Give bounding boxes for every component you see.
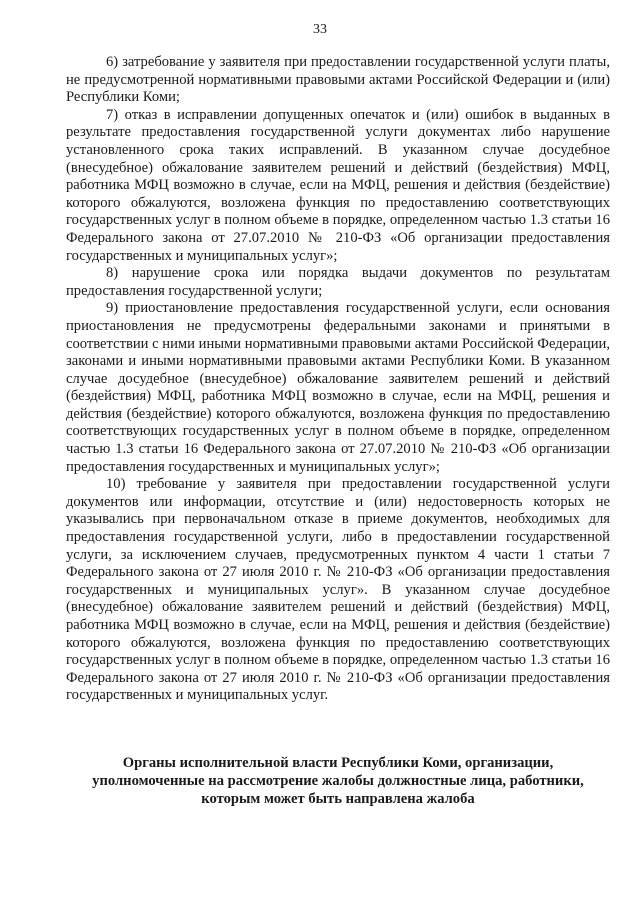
section-heading-line: которым может быть направлена жалоба bbox=[201, 791, 475, 807]
section-heading bbox=[66, 754, 610, 808]
paragraph-item-10: 10) требование у заявителя при предоставлении государственной услуги документов или информации, отсутствие и (или) недостоверность которых не указывались при первоначальном отказе в приеме документов, необходимых для предоставления государственной услуги, либо в предоставлении государственной услуги, за исключением случаев, предусмотренных пунктом 4 части 1 статьи 7 Федерального закона от 27 июля 2010 г. № 210-ФЗ «Об организации предоставления государственных и муниципальных услуг». В указанном случае досудебное (внесудебное) обжалование заявителем решений и действий (бездействия) МФЦ, работника МФЦ возможно в случае, если на МФЦ, решения и действия (бездействие) которого обжалуются, возложена функция по предоставлению соответствующих государственных услуг в полном объеме в порядке, определенном частью 1.3 статьи 16 Федерального закона от 27 июля 2010 г. № 210-ФЗ «Об организации предоставления государственных и муниципальных услуг. bbox=[66, 476, 610, 704]
document-body bbox=[66, 54, 610, 705]
paragraph-item-7: 7) отказ в исправлении допущенных опечаток и (или) ошибок в выданных в результате предоставления государственной услуги документах либо нарушение установленного срока таких исправлений. В указанном случае досудебное (внесудебное) обжалование заявителем решений и действий (бездействия) МФЦ, работника МФЦ возможно в случае, если на МФЦ, решения и действия (бездействие) которого обжалуются, возложена функция по предоставлению соответствующих государственных услуг в полном объеме в порядке, определенном частью 1.3 статьи 16 Федерального закона от 27.07.2010 № 210-ФЗ «Об организации предоставления государственных и муниципальных услуг»; bbox=[66, 106, 610, 264]
paragraph-item-6: 6) затребование у заявителя при предоставлении государственной услуги платы, не предусмотренной нормативными правовыми актами Российской Федерации и (или) Республики Коми; bbox=[66, 54, 610, 106]
section-heading-line: уполномоченные на рассмотрение жалобы должностные лица, работники, bbox=[92, 773, 584, 789]
paragraph-item-8: 8) нарушение срока или порядка выдачи документов по результатам предоставления государственной услуги; bbox=[66, 265, 610, 299]
page-number: 33 bbox=[313, 22, 327, 37]
section-heading-line: Органы исполнительной власти Республики Коми, организации, bbox=[122, 755, 554, 771]
paragraph-item-9: 9) приостановление предоставления государственной услуги, если основания приостановления не предусмотрены федеральными законами и принятыми в соответствии с ними иными нормативными правовыми актами Российской Федерации, законами и иными нормативными правовыми актами Республики Коми. В указанном случае досудебное (внесудебное) обжалование заявителем решений и действий (бездействия) МФЦ, работника МФЦ возможно в случае, если на МФЦ, решения и действия (бездействие) которого обжалуются, возложена функция по предоставлению соответствующих государственных услуг в полном объеме в порядке, определенном частью 1.3 статьи 16 Федерального закона от 27.07.2010 № 210-ФЗ «Об организации предоставления государственных и муниципальных услуг»; bbox=[66, 300, 610, 475]
